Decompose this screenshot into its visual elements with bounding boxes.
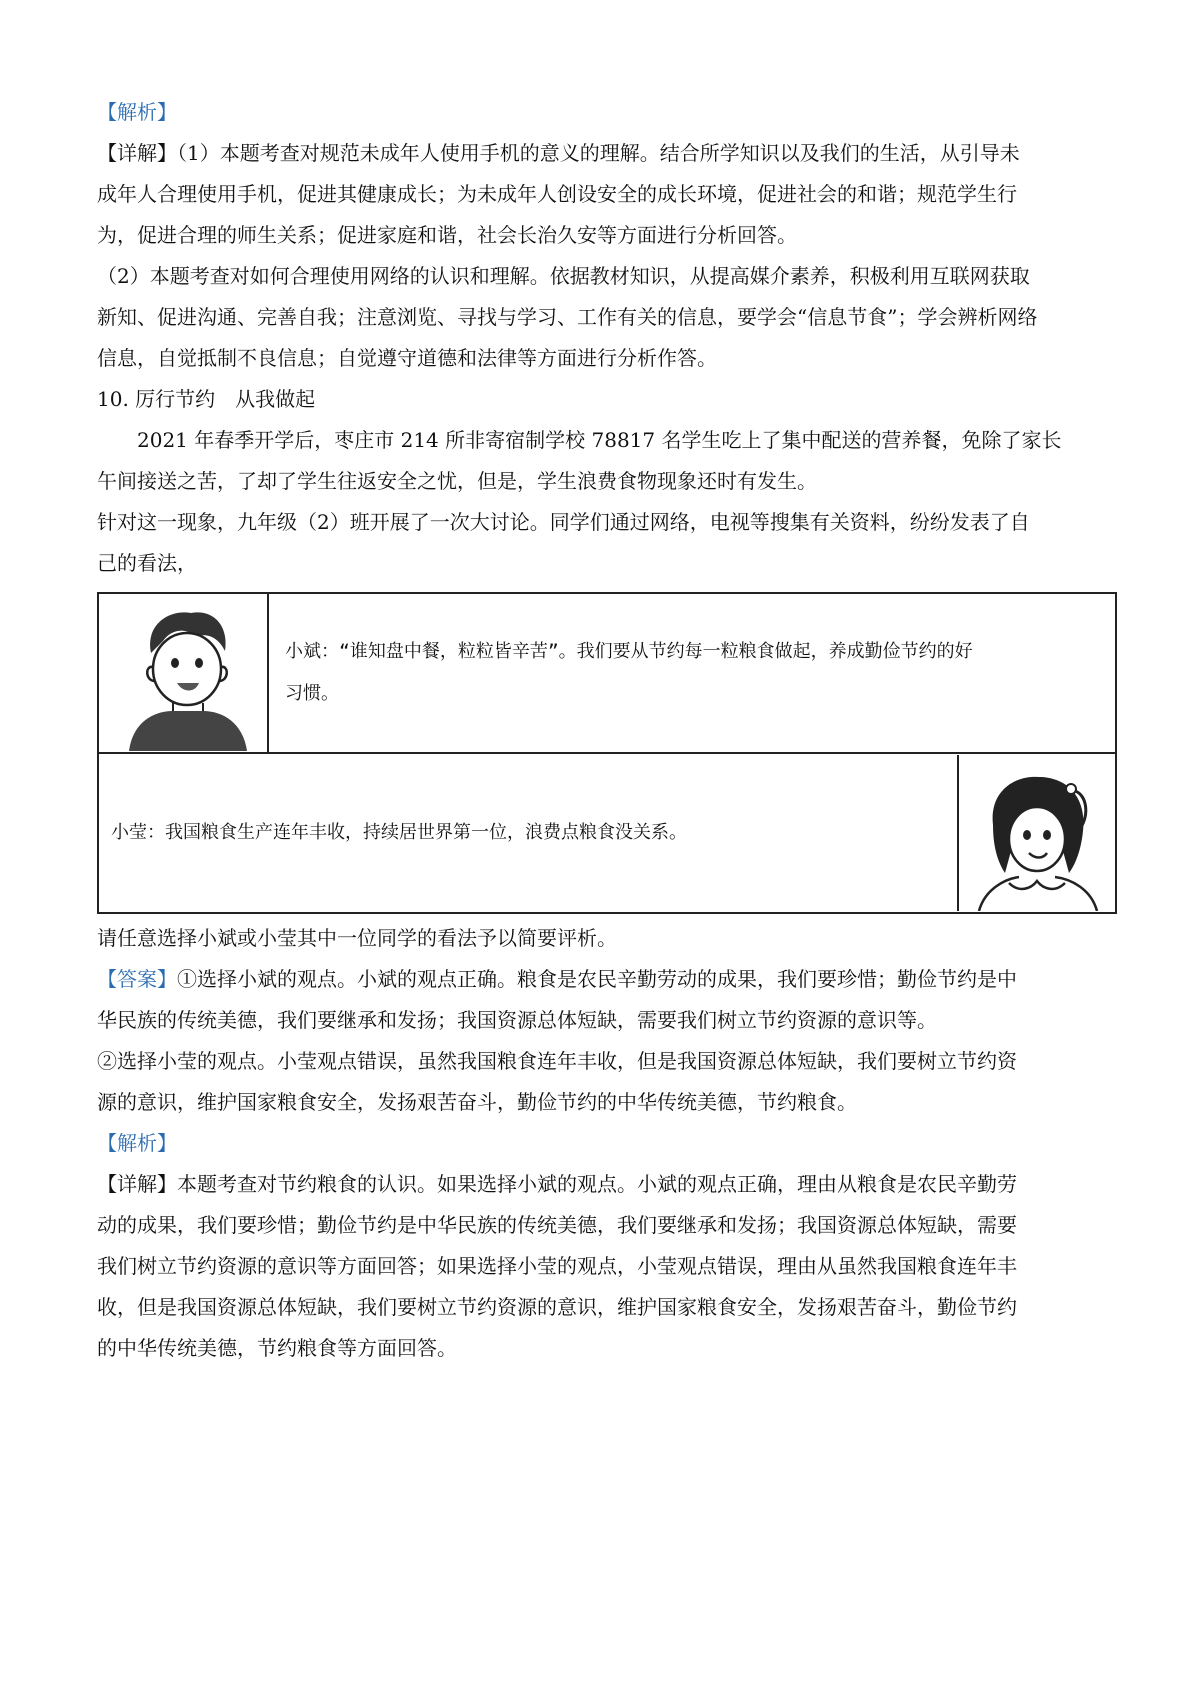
detail-line: [97, 1164, 1110, 1205]
xiaobin-line: 小斌：“谁知盘中餐，粒粒皆辛苦”。我们要从节约每一粒粮食做起，养成勤俭节约的好: [285, 641, 973, 662]
detail-line: 动的成果，我们要珍惜；勤俭节约是中华民族的传统美德，我们要继承和发扬；我国资源总体短缺，需要: [97, 1213, 1017, 1237]
intro-line: 午间接送之苦，了却了学生往返安全之忧，但是，学生浪费食物现象还时有发生。: [97, 469, 817, 493]
answer-line: 源的意识，维护国家粮食安全，发扬艰苦奋斗，勤俭节约的中华传统美德，节约粮食。: [97, 1090, 857, 1114]
answer-tag: 【答案】: [97, 967, 177, 991]
analysis-heading: [97, 1123, 1110, 1164]
detail-tag: 【详解】: [97, 141, 177, 165]
detail-line: 成年人合理使用手机，促进其健康成长；为未成年人创设安全的成长环境，促进社会的和谐；规范学生行: [97, 182, 1017, 206]
document-page: [97, 92, 1110, 1369]
analysis-tag: 【解析】: [97, 100, 177, 124]
intro-line: 2021 年春季开学后，枣庄市 214 所非寄宿制学校 78817 名学生吃上了集中配送的营养餐，免除了家长: [137, 428, 1062, 452]
question-prompt: 请任意选择小斌或小莹其中一位同学的看法予以简要评析。: [97, 926, 617, 950]
detail-text: （1）本题考查对规范未成年人使用手机的意义的理解。结合所学知识以及我们的生活，从引导未: [177, 141, 1020, 165]
detail-line: 的中华传统美德，节约粮食等方面回答。: [97, 1336, 457, 1360]
xiaobin-line: 习惯。: [285, 683, 339, 704]
answer-line: 华民族的传统美德，我们要继承和发扬；我国资源总体短缺，需要我们树立节约资源的意识等。: [97, 1008, 937, 1032]
detail-line: 信息，自觉抵制不良信息；自觉遵守道德和法律等方面进行分析作答。: [97, 346, 717, 370]
xiaobin-view-text: [269, 631, 1115, 715]
xiaoying-view-text: 小莹：我国粮食生产连年丰收，持续居世界第一位，浪费点粮食没关系。: [111, 822, 687, 843]
analysis-heading: [97, 92, 1110, 133]
answer-line: [97, 959, 1110, 1000]
question-title: 10. 厉行节约 从我做起: [97, 387, 316, 411]
xiaobin-portrait-cell: [98, 593, 268, 753]
intro-line: 己的看法，: [97, 551, 197, 575]
answer-line: ②选择小莹的观点。小莹观点错误，虽然我国粮食连年丰收，但是我国资源总体短缺，我们要树立节约资: [97, 1049, 1017, 1073]
girl-portrait-icon: [959, 755, 1115, 911]
detail-line: （2）本题考查对如何合理使用网络的认识和理解。依据教材知识，从提高媒介素养，积极利用互联网获取: [97, 264, 1030, 288]
answer-text: ①选择小斌的观点。小斌的观点正确。粮食是农民辛勤劳动的成果，我们要珍惜；勤俭节约是中: [177, 967, 1017, 991]
xiaoying-portrait-cell: [957, 755, 1115, 911]
xiaobin-view-cell: [268, 593, 1116, 753]
detail-text: 本题考查对节约粮食的认识。如果选择小斌的观点。小斌的观点正确，理由从粮食是农民辛勤劳: [177, 1172, 1017, 1196]
xiaoying-row: [98, 753, 1116, 913]
xiaobin-row: [98, 593, 1116, 753]
detail-line: 为，促进合理的师生关系；促进家庭和谐，社会长治久安等方面进行分析回答。: [97, 223, 797, 247]
xiaoying-view-cell: [98, 753, 1116, 913]
detail-tag: 【详解】: [97, 1172, 177, 1196]
detail-line: 收，但是我国资源总体短缺，我们要树立节约资源的意识，维护国家粮食安全，发扬艰苦奋斗，勤俭节约: [97, 1295, 1017, 1319]
analysis-tag: 【解析】: [97, 1131, 177, 1155]
views-table: [97, 592, 1117, 914]
boy-portrait-icon: [99, 595, 267, 751]
detail-line: 新知、促进沟通、完善自我；注意浏览、寻找与学习、工作有关的信息，要学会“信息节食”；学会辨析网络: [97, 305, 1038, 329]
detail-line: [97, 133, 1110, 174]
detail-line: 我们树立节约资源的意识等方面回答；如果选择小莹的观点，小莹观点错误，理由从虽然我国粮食连年丰: [97, 1254, 1017, 1278]
intro-line: 针对这一现象，九年级（2）班开展了一次大讨论。同学们通过网络，电视等搜集有关资料，纷纷发表了自: [97, 510, 1030, 534]
